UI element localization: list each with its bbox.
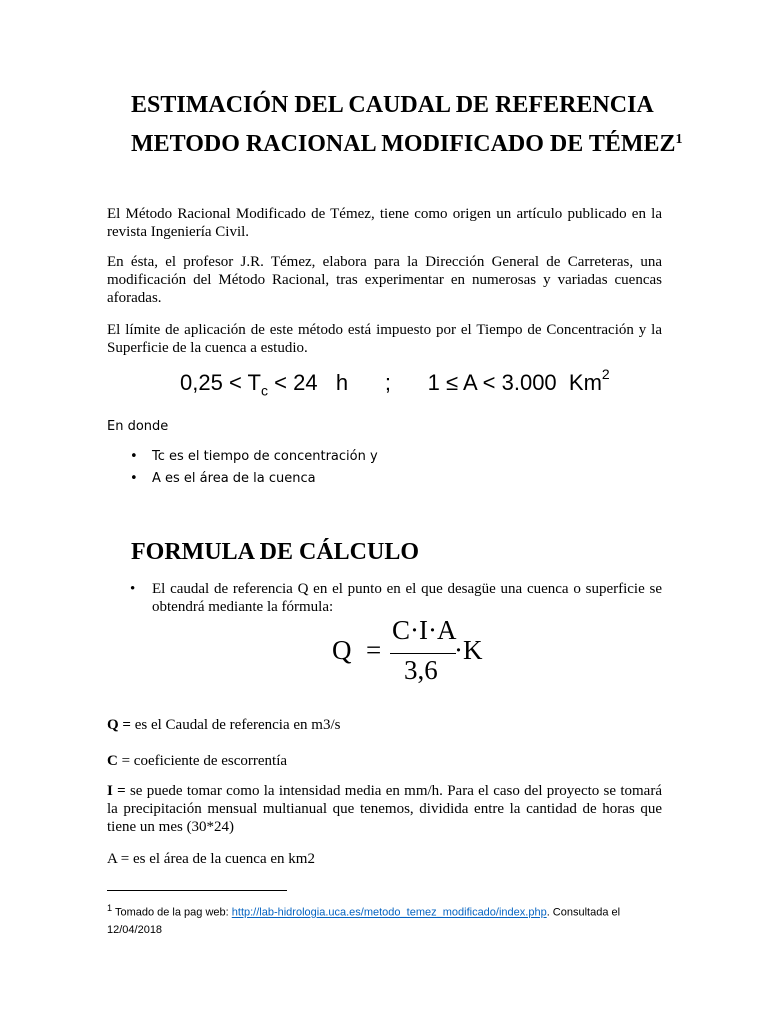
footnote-suffix: . Consultada el 12/04/2018 <box>107 906 621 936</box>
formula-numerator: C·I·A <box>392 615 457 645</box>
definition-c <box>107 752 662 770</box>
definition-a: A = es el área de la cuenca en km2 <box>107 851 315 867</box>
tc-symbol: T <box>247 370 261 395</box>
definition-q-label: Q = <box>107 717 131 733</box>
footnote-number: 1 <box>107 903 113 913</box>
a-exponent: 2 <box>601 366 610 382</box>
where-item-tc: • Tc es el tiempo de concentración y <box>130 446 378 468</box>
tc-subscript: c <box>260 382 268 399</box>
definition-c-text: = coeficiente de escorrentía <box>117 753 288 769</box>
footnote-link[interactable]: http://lab-hidrologia.uca.es/metodo_temez_modificado/index.php <box>231 906 547 919</box>
definition-i-text: se puede tomar como la intensidad media en mm/h. Para el caso del proyecto se tomará la precipitación mensual multianual que tenemos, dividida entre la cantidad de horas que tiene un mes (30*24) <box>107 783 662 835</box>
tc-low: 0,25 <box>180 370 223 395</box>
footnote-prefix: Tomado de la pag web: <box>112 906 232 919</box>
formula-equals: = <box>366 635 382 665</box>
le-symbol: ≤ <box>446 370 459 395</box>
formula-intro-bullet <box>130 580 662 616</box>
bullet-dot: • <box>130 581 136 597</box>
where-label: En donde <box>107 419 169 434</box>
footnote <box>107 900 667 939</box>
section-heading-formula: FORMULA DE CÁLCULO <box>131 539 420 565</box>
where-item-area: • A es el área de la cuenca <box>130 468 378 490</box>
separator: ; <box>384 370 391 395</box>
title-line-2-text: METODO RACIONAL MODIFICADO DE TÉMEZ <box>131 131 676 157</box>
lt-symbol-3: < <box>482 370 496 395</box>
range-equation <box>180 366 610 399</box>
intro-paragraph-1: El Método Racional Modificado de Témez, tiene como origen un artículo publicado en la revista Ingeniería Civil. <box>107 206 662 240</box>
a-high: 3.000 <box>501 370 557 395</box>
formula-intro-text: El caudal de referencia Q en el punto en el que desagüe una cuenca o superficie se obtendrá mediante la fórmula: <box>152 581 662 615</box>
tc-high: 24 <box>293 370 318 395</box>
definition-q <box>107 716 662 734</box>
lt-symbol-1: < <box>228 370 242 395</box>
definition-q-text: es el Caudal de referencia en m3/s <box>130 717 341 733</box>
title-line-1: ESTIMACIÓN DEL CAUDAL DE REFERENCIA <box>131 92 654 118</box>
title-footnote-ref: 1 <box>675 132 683 147</box>
intro-paragraph-3: El límite de aplicación de este método está impuesto por el Tiempo de Concentración y la Superficie de la cuenca a estudio. <box>107 322 662 356</box>
title-line-2 <box>131 129 691 159</box>
fraction-bar <box>390 653 456 654</box>
footnote-separator <box>107 890 287 891</box>
a-low: 1 <box>427 370 440 395</box>
lt-symbol-2: < <box>274 370 287 395</box>
where-list <box>130 446 378 490</box>
a-unit: Km <box>568 370 602 395</box>
formula-denominator: 3,6 <box>404 655 438 685</box>
definition-c-label: C <box>107 753 118 769</box>
rational-formula <box>332 615 492 687</box>
definition-i <box>107 782 662 836</box>
definition-i-label: I = <box>107 783 126 799</box>
tc-unit: h <box>335 370 349 395</box>
a-symbol: A <box>463 370 477 395</box>
formula-lhs: Q <box>332 635 352 665</box>
intro-paragraph-2: En ésta, el profesor J.R. Témez, elabora para la Dirección General de Carreteras, una modificación del Método Racional, tras experimentar en numerosas y variadas cuencas aforadas. <box>107 254 662 306</box>
formula-factor: ·K <box>454 635 483 665</box>
